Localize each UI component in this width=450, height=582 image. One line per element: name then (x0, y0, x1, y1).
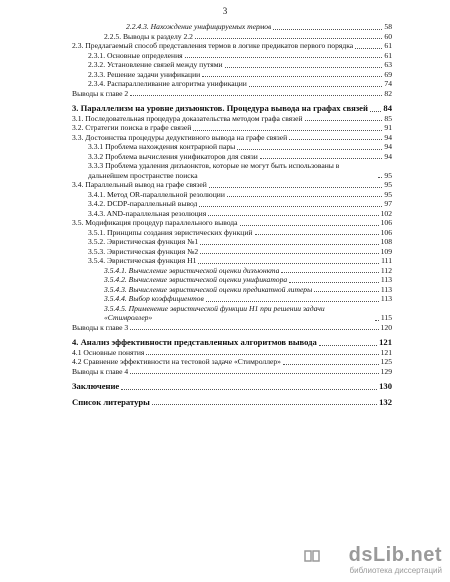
toc-entry-page: 85 (384, 113, 392, 123)
toc-leader-dots (200, 253, 378, 254)
toc-entry-title: 3.1. Последовательная процедура доказательства методом графа связей (72, 113, 303, 123)
toc-entry (72, 79, 392, 89)
toc-entry-title: 3.3.2 Проблема вычисления унификаторов для связи (88, 151, 258, 161)
toc-entry (72, 294, 392, 304)
toc-entry (72, 41, 392, 51)
toc-entry-title: 3.5.1. Принципы создания эвристических функций (88, 227, 253, 237)
watermark-brand: dsLib.net (348, 544, 442, 566)
toc-entry-title: 2.3.2. Установление связей между путями (88, 60, 223, 69)
toc-entry (72, 348, 392, 358)
watermark-tagline: библиотека диссертаций (349, 566, 442, 575)
toc-leader-dots (121, 389, 377, 390)
toc-entry (72, 367, 392, 377)
toc-entry (72, 51, 392, 61)
toc-leader-dots (130, 329, 378, 330)
toc-entry-page: 109 (380, 246, 392, 256)
toc-entry (72, 32, 392, 42)
toc-entry-page: 94 (384, 151, 392, 161)
toc-entry-page: 69 (384, 69, 392, 79)
toc-entry-title: Список литературы (72, 396, 150, 407)
toc-leader-dots (281, 272, 378, 273)
book-icon (304, 548, 320, 564)
toc-entry-title: Заключение (72, 381, 120, 391)
toc-entry (72, 199, 392, 209)
toc-entry-page: 94 (384, 132, 392, 142)
toc-leader-dots (130, 95, 382, 96)
toc-entry-page: 121 (379, 337, 392, 347)
toc-entry-title: 3.3.3 Проблема удаления дизъюнктов, которые не могут быть использованы в дальнейшем пространстве поиска (88, 161, 340, 180)
toc-leader-dots (305, 120, 383, 121)
toc-leader-dots (225, 67, 383, 68)
toc-leader-dots (289, 282, 379, 283)
toc-entry-page: 61 (384, 50, 392, 60)
toc-entry-page: 121 (380, 347, 392, 357)
toc-entry (72, 161, 392, 180)
toc-entry (72, 397, 392, 408)
toc-entry-title: 2.2.5. Выводы к разделу 2.2 (104, 31, 193, 41)
toc-entry-page: 111 (381, 256, 392, 265)
toc-leader-dots (283, 364, 379, 365)
toc-entry (72, 285, 392, 295)
watermark-logo (304, 544, 444, 578)
toc-entry (72, 114, 392, 124)
toc-entry-title: 3.5.4. Эвристическая функция H1 (88, 256, 197, 265)
toc-entry-page: 60 (384, 31, 392, 41)
toc-entry-page: 106 (380, 218, 392, 227)
toc-leader-dots (195, 38, 382, 39)
toc-entry (72, 123, 392, 133)
toc-entry-page: 95 (384, 170, 392, 180)
toc-entry-title: Выводы к главе 4 (72, 366, 129, 376)
toc-entry-title: 4.2 Сравнение эффективности на тестовой задаче «Стимроллер» (72, 357, 281, 366)
toc-entry-page: 95 (384, 189, 392, 199)
toc-leader-dots (146, 354, 378, 355)
toc-entry-page: 58 (384, 22, 392, 31)
toc-leader-dots (378, 177, 382, 178)
toc-entry-title: 3. Параллелизм на уровне дизъюнктов. Процедура вывода на графах связей (72, 103, 368, 113)
toc-entry-title: 3.5.2. Эвристическая функция №1 (88, 237, 199, 246)
toc-entry (72, 180, 392, 190)
toc-entry-title: Выводы к главе 3 (72, 322, 129, 332)
toc-entry-title: 3.5.4.5. Применение эвристической функции H1 при решении задачи «Стимроллер» (104, 303, 325, 322)
toc-entry-title: 3.5.3. Эвристическая функция №2 (88, 246, 199, 256)
toc-leader-dots (200, 244, 378, 245)
toc-entry-page: 125 (380, 357, 392, 366)
toc-entry (72, 60, 392, 70)
toc-entry-title: 4. Анализ эффективности представленных алгоритмов вывода (72, 337, 317, 347)
toc-leader-dots (255, 234, 379, 235)
toc-entry-page: 97 (384, 199, 392, 208)
toc-entry-title: 3.5. Модификация процедур параллельного вывода (72, 218, 238, 227)
toc-entry (72, 357, 392, 367)
toc-entry (72, 190, 392, 200)
toc-leader-dots (260, 158, 383, 159)
toc-entry-page: 113 (380, 294, 392, 303)
toc-entry (72, 22, 392, 32)
toc-entry-title: 2.3.3. Решение задачи унификации (88, 69, 201, 79)
toc-entry (72, 133, 392, 143)
toc-leader-dots (370, 111, 381, 112)
table-of-contents (72, 22, 392, 407)
toc-entry (72, 323, 392, 333)
toc-entry-page: 74 (384, 79, 392, 88)
toc-entry-page: 82 (384, 88, 392, 98)
toc-entry-page: 129 (380, 366, 392, 376)
toc-entry (72, 304, 392, 323)
toc-entry-page: 112 (380, 265, 392, 275)
toc-entry (72, 228, 392, 238)
toc-leader-dots (273, 29, 382, 30)
toc-entry-page: 102 (380, 208, 392, 218)
toc-leader-dots (130, 373, 378, 374)
toc-entry-title: 2.3. Предлагаемый способ представления термов в логике предикатов первого порядка (72, 41, 354, 50)
toc-entry (72, 275, 392, 285)
toc-entry-page: 113 (380, 275, 392, 284)
toc-leader-dots (152, 404, 377, 405)
toc-entry (72, 247, 392, 257)
toc-entry-title: 3.4.2. DCDP-параллельный вывод (88, 199, 198, 208)
toc-entry-page: 132 (379, 396, 392, 407)
toc-entry-title: 3.5.4.1. Вычисление эвристической оценки дизъюнкта (104, 265, 280, 275)
toc-entry (72, 256, 392, 266)
toc-entry-title: 2.3.4. Распараллеливание алгоритма унификации (88, 79, 247, 88)
toc-leader-dots (202, 76, 382, 77)
toc-leader-dots (249, 86, 383, 87)
toc-entry (72, 237, 392, 247)
toc-entry-title: 2.2.4.3. Нахождение унифицируемых термов (126, 22, 272, 31)
toc-entry-title: 4.1 Основные понятия (72, 347, 145, 357)
toc-entry-page: 120 (380, 322, 392, 332)
toc-leader-dots (319, 345, 377, 346)
toc-entry-page: 95 (384, 180, 392, 189)
toc-leader-dots (193, 130, 382, 131)
toc-entry (72, 209, 392, 219)
toc-entry (72, 266, 392, 276)
toc-entry-page: 61 (384, 41, 392, 50)
toc-entry-title: 3.5.4.3. Вычисление эвристической оценки предикатной литеры (104, 284, 313, 294)
toc-entry (72, 103, 392, 114)
toc-leader-dots (199, 206, 382, 207)
toc-entry (72, 381, 392, 392)
toc-entry-page: 94 (384, 142, 392, 151)
toc-entry-page: 130 (379, 381, 392, 391)
toc-entry-title: 3.2. Стратегии поиска в графе связей (72, 123, 192, 132)
toc-entry-page: 91 (384, 123, 392, 132)
toc-leader-dots (240, 225, 379, 226)
toc-entry (72, 337, 392, 348)
toc-entry (72, 70, 392, 80)
toc-entry-page: 108 (380, 237, 392, 246)
toc-entry-page: 106 (380, 227, 392, 237)
toc-entry-title: 2.3.1. Основные определения (88, 50, 183, 60)
toc-entry-title: 3.3. Достоинства процедуры дедуктивного вывода на графе связей (72, 132, 288, 142)
toc-entry-title: 3.4.3. AND-параллельная резолюция (88, 208, 207, 218)
toc-leader-dots (314, 291, 379, 292)
toc-leader-dots (206, 301, 379, 302)
toc-entry-page: 63 (384, 60, 392, 69)
toc-entry-title: 3.4. Параллельный вывод на графе связей (72, 180, 207, 189)
toc-entry-title: 3.3.1 Проблема нахождения контрарной пары (88, 142, 236, 151)
toc-leader-dots (198, 263, 379, 264)
toc-leader-dots (289, 139, 382, 140)
toc-leader-dots (227, 196, 383, 197)
toc-leader-dots (185, 57, 383, 58)
toc-entry-page: 113 (380, 284, 392, 294)
toc-leader-dots (375, 320, 379, 321)
toc-entry (72, 152, 392, 162)
page-number: 3 (222, 6, 228, 16)
toc-entry (72, 142, 392, 152)
toc-leader-dots (209, 187, 383, 188)
toc-entry (72, 89, 392, 99)
toc-entry-title: 3.5.4.2. Вычисление эвристической оценки унификатора (104, 275, 288, 284)
toc-entry-title: Выводы к главе 2 (72, 88, 129, 98)
toc-leader-dots (208, 215, 378, 216)
toc-entry-title: 3.4.1. Метод OR-параллельной резолюции (88, 189, 225, 199)
toc-leader-dots (237, 149, 382, 150)
toc-entry-page: 115 (380, 313, 392, 322)
toc-entry-title: 3.5.4.4. Выбор коэффициентов (104, 294, 204, 303)
toc-entry-page: 84 (383, 103, 392, 113)
toc-leader-dots (355, 48, 382, 49)
toc-entry (72, 218, 392, 228)
